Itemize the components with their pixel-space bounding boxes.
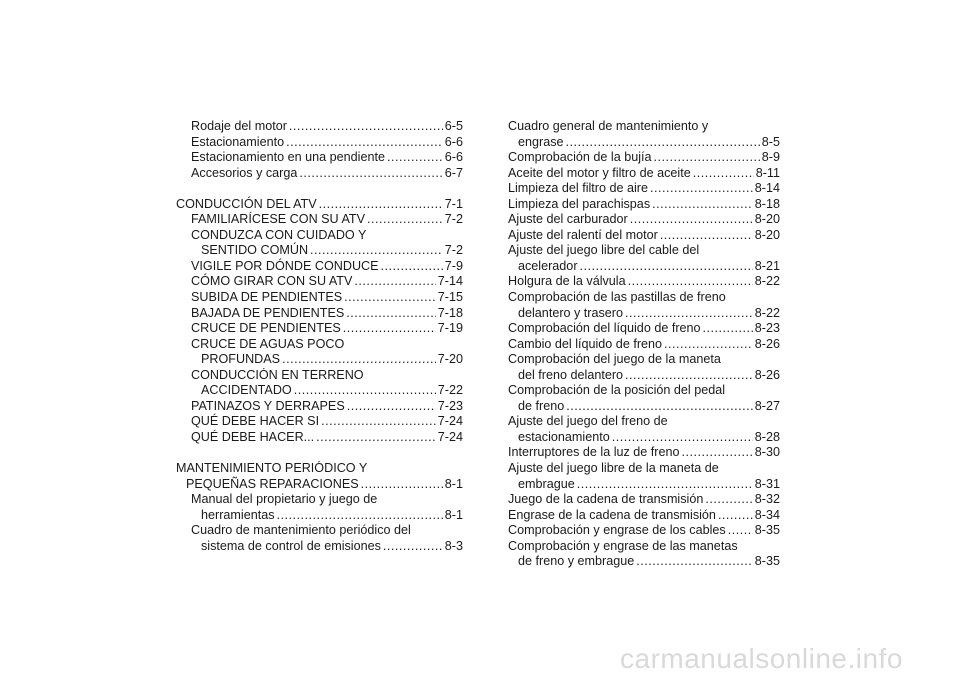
- toc-entry-title: Engrase de la cadena de transmisión: [508, 507, 716, 522]
- dot-leader: [383, 539, 443, 555]
- dot-leader: [286, 135, 443, 151]
- toc-entry-line: [508, 212, 780, 228]
- page-number: 8-27: [754, 398, 780, 413]
- toc-entry: [508, 523, 780, 539]
- dot-leader: [381, 259, 443, 275]
- page-number: 7-9: [444, 258, 463, 273]
- toc-entry-title: Accesorios y carga: [191, 165, 298, 180]
- page-number: 7-15: [437, 290, 463, 305]
- dot-leader: [728, 523, 753, 539]
- toc-entry: [508, 508, 780, 524]
- toc-entry: [508, 492, 780, 508]
- toc-entry-line: [191, 321, 463, 337]
- toc-entry: [176, 492, 463, 523]
- toc-entry-title: Ajuste del juego libre del cable del: [508, 243, 700, 258]
- toc-entry-line: [508, 523, 780, 539]
- toc-entry-title: CONDUZCA CON CUIDADO Y: [191, 227, 367, 242]
- toc-entry-line: [191, 274, 463, 290]
- dot-leader: [289, 119, 443, 135]
- toc-entry: [176, 259, 463, 275]
- toc-entry: [176, 166, 463, 182]
- toc-entry: [508, 461, 780, 492]
- toc-entry-title: Limpieza del parachispas: [508, 196, 651, 211]
- dot-leader: [361, 477, 443, 493]
- dot-leader: [316, 430, 436, 446]
- toc-entry-line: [508, 228, 780, 244]
- dot-leader: [636, 554, 753, 570]
- toc-entry: [176, 306, 463, 322]
- dot-leader: [294, 383, 436, 399]
- toc-entry-continuation: embrague: [518, 476, 575, 491]
- toc-entry-line: [191, 383, 463, 399]
- toc-entry-title: Ajuste del carburador: [508, 212, 628, 227]
- toc-entry-line: [176, 197, 463, 213]
- toc-entry-line: [191, 119, 463, 135]
- toc-entry-line: [191, 290, 463, 306]
- toc-entry-continuation: SENTIDO COMÚN: [201, 243, 309, 258]
- toc-entry: [508, 383, 780, 414]
- toc-entry-line: [191, 306, 463, 322]
- toc-entry-line: [191, 414, 463, 430]
- dot-leader: [705, 492, 752, 508]
- toc-entry-continuation: delantero y trasero: [518, 305, 624, 320]
- page-number: 6-6: [444, 150, 463, 165]
- dot-leader: [566, 135, 760, 151]
- toc-entry: [508, 414, 780, 445]
- page-number: 7-2: [444, 212, 463, 227]
- toc-entry: [176, 274, 463, 290]
- toc-entry-line: [508, 492, 780, 508]
- toc-entry: [176, 197, 463, 213]
- dot-leader: [387, 150, 443, 166]
- toc-entry-line: [508, 259, 780, 275]
- toc-entry: [176, 290, 463, 306]
- toc-entry-title: FAMILIARÍCESE CON SU ATV: [191, 212, 366, 227]
- toc-entry-title: Comprobación y engrase de los cables: [508, 523, 726, 538]
- dot-leader: [630, 212, 753, 228]
- toc-entry-line: [508, 477, 780, 493]
- page-number: 8-5: [761, 134, 780, 149]
- toc-entry: [176, 135, 463, 151]
- toc-entry-line: [191, 243, 463, 259]
- page-number: 8-14: [754, 181, 780, 196]
- page-number: 7-18: [437, 305, 463, 320]
- toc-entry-title: Manual del propietario y juego de: [191, 492, 378, 507]
- page-number: 8-21: [754, 258, 780, 273]
- toc-entry-continuation: estacionamiento: [518, 429, 610, 444]
- dot-leader: [652, 197, 753, 213]
- toc-entry-line: [191, 212, 463, 228]
- dot-leader: [310, 243, 443, 259]
- toc-entry: [508, 274, 780, 290]
- toc-entry-title: VIGILE POR DÓNDE CONDUCE: [191, 258, 379, 273]
- toc-entry-title: Cuadro general de mantenimiento y: [508, 119, 709, 133]
- toc-entry: [176, 212, 463, 228]
- toc-entry-line: [508, 445, 780, 461]
- toc-entry-title: SUBIDA DE PENDIENTES: [191, 290, 343, 305]
- toc-entry-line: [191, 399, 463, 415]
- page-number: 8-23: [754, 321, 780, 336]
- page-number: 7-24: [437, 429, 463, 444]
- toc-entry-line: [176, 477, 463, 493]
- toc-entry: [508, 150, 780, 166]
- dot-leader: [347, 399, 436, 415]
- toc-entry-title: Comprobación y engrase de las manetas: [508, 538, 738, 553]
- toc-entry: [508, 290, 780, 321]
- toc-entry-line: [191, 259, 463, 275]
- toc-entry-continuation: PROFUNDAS: [201, 352, 281, 367]
- toc-entry-title: Comprobación del juego de la maneta: [508, 352, 721, 367]
- page-number: 8-20: [754, 227, 780, 242]
- toc-entry: [176, 414, 463, 430]
- toc-entry: [176, 523, 463, 554]
- toc-entry-line: [191, 539, 463, 555]
- toc-entry: [508, 166, 780, 182]
- toc-entry-line: [191, 430, 463, 446]
- page-number: 8-28: [754, 429, 780, 444]
- toc-entry-line: [508, 166, 780, 182]
- toc-entry-continuation: ACCIDENTADO: [201, 383, 292, 398]
- dot-leader: [344, 290, 436, 306]
- page-number: 7-23: [437, 398, 463, 413]
- dot-leader: [703, 321, 753, 337]
- dot-leader: [650, 181, 753, 197]
- toc-entry-title: Comprobación del líquido de freno: [508, 321, 701, 336]
- page-number: 8-35: [754, 554, 780, 569]
- dot-leader: [664, 337, 753, 353]
- page-number: 7-2: [444, 243, 463, 258]
- spacer: [176, 445, 463, 461]
- dot-leader: [354, 274, 435, 290]
- toc-entry-line: [508, 197, 780, 213]
- toc-entry-line: [508, 150, 780, 166]
- toc-entry-line: [191, 150, 463, 166]
- dot-leader: [282, 352, 436, 368]
- toc-entry: [508, 181, 780, 197]
- toc-entry-title: Juego de la cadena de transmisión: [508, 492, 704, 507]
- watermark: carmanualsonline.info: [620, 643, 903, 674]
- toc-entry-title: Estacionamiento en una pendiente: [191, 150, 385, 165]
- toc-entry: [508, 197, 780, 213]
- toc-entry: [176, 150, 463, 166]
- dot-leader: [612, 430, 753, 446]
- toc-entry: [508, 228, 780, 244]
- page-number: 8-1: [444, 476, 463, 491]
- toc-entry-continuation: sistema de control de emisiones: [201, 538, 381, 553]
- toc-entry: [508, 445, 780, 461]
- toc-entry-title: MANTENIMIENTO PERIÓDICO Y: [176, 461, 368, 476]
- page-number: 6-6: [444, 134, 463, 149]
- toc-entry-title: QUÉ DEBE HACER SI: [191, 414, 320, 429]
- dot-leader: [343, 321, 436, 337]
- toc-entry-continuation: PEQUEÑAS REPARACIONES: [186, 476, 359, 491]
- toc-entry: [176, 399, 463, 415]
- spacer: [176, 181, 463, 197]
- toc-entry-line: [191, 508, 463, 524]
- toc-entry-title: Estacionamiento: [191, 134, 285, 149]
- toc-left-column: [176, 119, 463, 554]
- toc-entry: [508, 212, 780, 228]
- page-number: 8-22: [754, 274, 780, 289]
- page-number: 6-7: [444, 165, 463, 180]
- page-number: 8-18: [754, 196, 780, 211]
- toc-entry-continuation: acelerador: [518, 258, 578, 273]
- toc-entry-title: Interruptores de la luz de freno: [508, 445, 680, 460]
- page-number: 8-26: [754, 336, 780, 351]
- dot-leader: [299, 166, 442, 182]
- page-number: 7-1: [444, 196, 463, 211]
- toc-entry-line: [508, 321, 780, 337]
- page-number: 7-14: [437, 274, 463, 289]
- toc-entry: [508, 119, 780, 150]
- toc-entry: [508, 321, 780, 337]
- dot-leader: [628, 274, 753, 290]
- toc-entry-continuation: del freno delantero: [518, 367, 624, 382]
- toc-entry: [176, 430, 463, 446]
- toc-entry-line: [508, 274, 780, 290]
- toc-entry-title: CRUCE DE PENDIENTES: [191, 321, 341, 336]
- page-number: 8-32: [754, 492, 780, 507]
- toc-entry: [176, 337, 463, 368]
- page-number: 8-34: [754, 507, 780, 522]
- dot-leader: [718, 508, 753, 524]
- toc-entry-title: PATINAZOS Y DERRAPES: [191, 398, 345, 413]
- dot-leader: [625, 306, 753, 322]
- toc-entry-title: Ajuste del ralentí del motor: [508, 227, 658, 242]
- toc-entry-line: [508, 554, 780, 570]
- page-number: 7-20: [437, 352, 463, 367]
- toc-entry-title: Limpieza del filtro de aire: [508, 181, 649, 196]
- toc-entry-line: [191, 166, 463, 182]
- toc-entry-title: CONDUCCIÓN EN TERRENO: [191, 367, 364, 382]
- page-number: 7-19: [437, 321, 463, 336]
- toc-entry-line: [508, 368, 780, 384]
- dot-leader: [367, 212, 443, 228]
- toc-entry-line: [508, 508, 780, 524]
- toc-entry-continuation: de freno y embrague: [518, 554, 635, 569]
- toc-entry-title: Rodaje del motor: [191, 119, 287, 133]
- toc-entry-line: [508, 135, 780, 151]
- toc-entry-title: Cuadro de mantenimiento periódico del: [191, 523, 411, 538]
- toc-entry-title: Holgura de la válvula: [508, 274, 626, 289]
- toc-entry-title: Ajuste del juego del freno de: [508, 414, 668, 429]
- page-number: 7-22: [437, 383, 463, 398]
- dot-leader: [682, 445, 753, 461]
- dot-leader: [625, 368, 753, 384]
- dot-leader: [693, 166, 754, 182]
- toc-entry-line: [508, 337, 780, 353]
- toc-entry-title: QUÉ DEBE HACER...: [191, 429, 315, 444]
- dot-leader: [346, 306, 436, 322]
- toc-entry-title: BAJADA DE PENDIENTES: [191, 305, 345, 320]
- dot-leader: [277, 508, 443, 524]
- toc-right-column: [508, 119, 780, 570]
- dot-leader: [654, 150, 760, 166]
- page-number: 6-5: [444, 119, 463, 133]
- dot-leader: [580, 259, 753, 275]
- toc-entry-title: Comprobación de la bujía: [508, 150, 652, 165]
- page-number: 8-3: [444, 538, 463, 553]
- toc-entry: [508, 337, 780, 353]
- toc-entry-title: Aceite del motor y filtro de aceite: [508, 165, 691, 180]
- toc-entry-continuation: engrase: [518, 134, 564, 149]
- toc-entry-title: CONDUCCIÓN DEL ATV: [176, 196, 317, 211]
- toc-entry-line: [508, 181, 780, 197]
- toc-entry-title: CRUCE DE AGUAS POCO: [191, 336, 345, 351]
- page-number: 8-30: [754, 445, 780, 460]
- toc-entry-line: [508, 399, 780, 415]
- toc-entry-line: [508, 306, 780, 322]
- page-number: 8-9: [761, 150, 780, 165]
- toc-entry: [508, 243, 780, 274]
- toc-entry: [176, 119, 463, 135]
- toc-entry-title: Ajuste del juego libre de la maneta de: [508, 461, 719, 476]
- dot-leader: [660, 228, 753, 244]
- toc-entry-continuation: de freno: [518, 398, 565, 413]
- toc-entry-line: [191, 135, 463, 151]
- page-number: 8-1: [444, 507, 463, 522]
- dot-leader: [319, 197, 443, 213]
- toc-entry: [176, 321, 463, 337]
- dot-leader: [321, 414, 436, 430]
- toc-entry: [176, 461, 463, 492]
- toc-entry: [508, 352, 780, 383]
- toc-entry-title: Comprobación de la posición del pedal: [508, 383, 726, 398]
- page-number: 8-20: [754, 212, 780, 227]
- toc-entry-line: [191, 352, 463, 368]
- page-number: 7-24: [437, 414, 463, 429]
- toc-entry-continuation: herramientas: [201, 507, 275, 522]
- toc-entry-title: Comprobación de las pastillas de freno: [508, 290, 726, 305]
- page-number: 8-22: [754, 305, 780, 320]
- toc-entry-line: [508, 430, 780, 446]
- toc-entry-title: Cambio del líquido de freno: [508, 336, 663, 351]
- dot-leader: [577, 477, 753, 493]
- page-number: 8-35: [754, 523, 780, 538]
- toc-entry-title: CÓMO GIRAR CON SU ATV: [191, 274, 353, 289]
- dot-leader: [566, 399, 753, 415]
- page-number: 8-26: [754, 367, 780, 382]
- toc-entry: [176, 368, 463, 399]
- page-number: 8-11: [755, 165, 780, 180]
- toc-entry: [176, 228, 463, 259]
- toc-entry: [508, 539, 780, 570]
- page-number: 8-31: [754, 476, 780, 491]
